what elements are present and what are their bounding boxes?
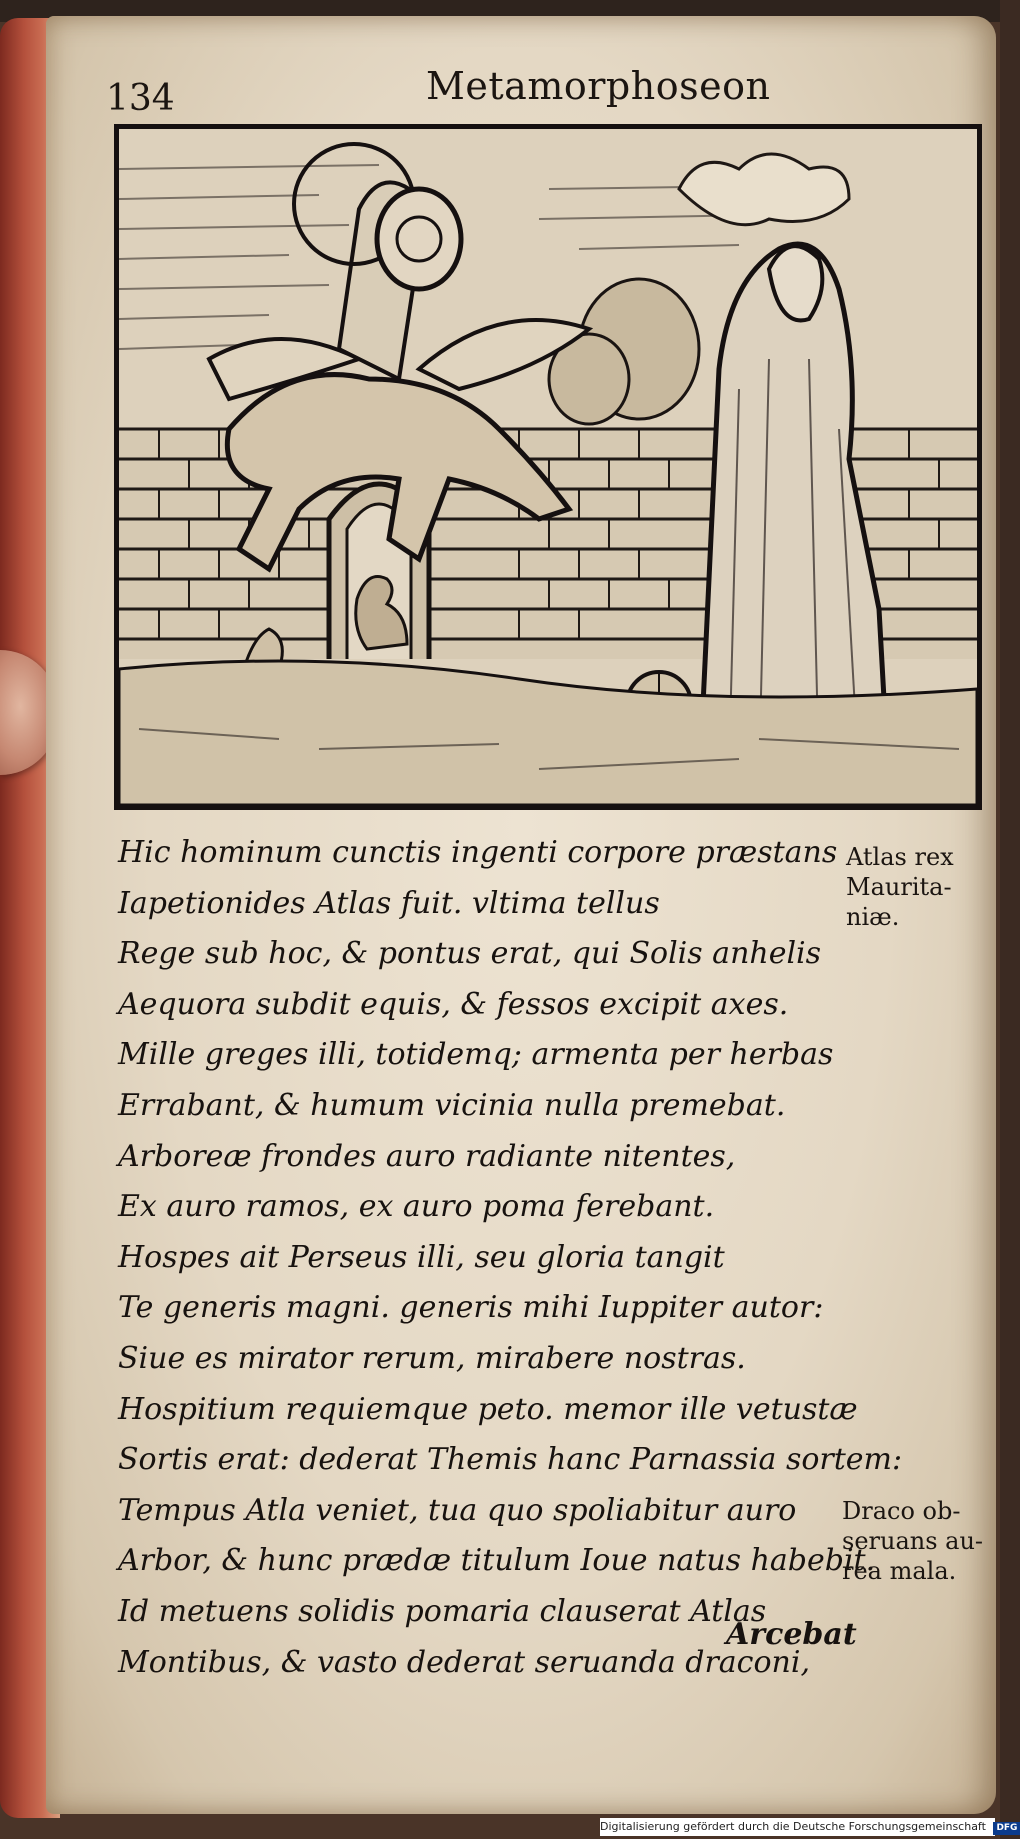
verse-line: Errabant, & humum vicinia nulla premebat. [118, 1087, 786, 1123]
marginal-note-draco [842, 1496, 983, 1586]
verse-line: Ex auro ramos, ex auro poma ferebant. [118, 1189, 715, 1225]
verse-line: Hospes ait Perseus illi, seu gloria tangit [118, 1239, 725, 1275]
dfg-logo-icon: DFG [993, 1822, 1020, 1835]
page-number: 134 [106, 78, 175, 119]
catchword: Arcebat [726, 1617, 857, 1652]
marginal-line: Maurita- [846, 873, 952, 901]
verse-line: Te generis magni. generis mihi Iuppiter autor: [118, 1290, 824, 1326]
marginal-line: seruans au- [842, 1527, 984, 1555]
marginal-line: niæ. [846, 903, 900, 931]
verse-line: Mille greges illi, totidemq; armenta per herbas [118, 1037, 834, 1073]
digitization-credit [600, 1818, 1018, 1836]
woodcut-drawing [119, 129, 977, 805]
verse-line: Hospitium requiemque peto. memor ille vetustæ [118, 1391, 858, 1427]
verse-line: Arbor, & hunc prædæ titulum Ioue natus habebit. [118, 1543, 876, 1579]
verse-line: Id metuens solidis pomaria clauserat Atlas [118, 1593, 767, 1629]
verse-line: Tempus Atla veniet, tua quo spoliabitur auro [118, 1492, 797, 1528]
running-title: Metamorphoseon [426, 64, 771, 108]
verse-line: Siue es mirator rerum, mirabere nostras. [118, 1340, 746, 1376]
verse-line: Arboreæ frondes auro radiante nitentes, [118, 1138, 736, 1174]
verse-line: Rege sub hoc, & pontus erat, qui Solis anhelis [118, 936, 822, 972]
marginal-line: Atlas rex [846, 843, 954, 871]
verse-line: Aequora subdit equis, & fessos excipit axes. [118, 986, 789, 1022]
marginal-line: rea mala. [842, 1557, 957, 1585]
marginal-note-atlas [846, 842, 954, 932]
verse-line: Montibus, & vasto dederat seruanda draconi, [118, 1644, 810, 1680]
verse-line: Sortis erat: dederat Themis hanc Parnassia sortem: [118, 1442, 903, 1478]
verse-line: Hic hominum cunctis ingenti corpore præstans [118, 835, 838, 870]
credit-text: Digitalisierung gefördert durch die Deutsche Forschungsgemeinschaft [600, 1820, 986, 1833]
marginal-line: Draco ob- [842, 1497, 961, 1525]
verse-line: Iapetionides Atlas fuit. vltima tellus [118, 885, 660, 921]
woodcut-illustration [114, 124, 982, 810]
